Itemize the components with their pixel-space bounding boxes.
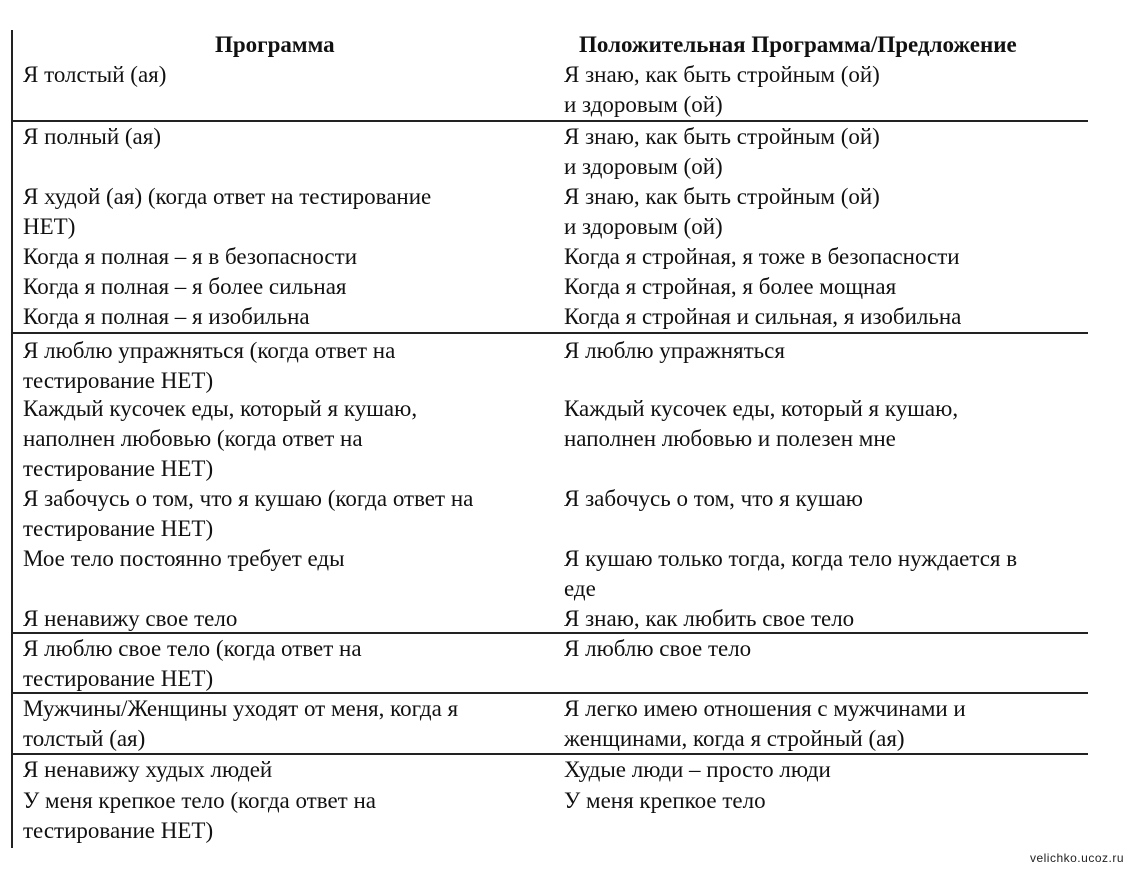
positive-program-cell: Я знаю, как быть стройным (ой) и здоровым (ой) (564, 62, 880, 117)
program-cell: Я толстый (ая) (23, 62, 167, 87)
positive-program-cell: Когда я стройная и сильная, я изобильна (564, 304, 962, 329)
program-cell: У меня крепкое тело (когда ответ на тестирование НЕТ) (23, 788, 376, 843)
positive-program-cell: Я люблю упражняться (564, 338, 785, 363)
program-cell: Я люблю упражняться (когда ответ на тестирование НЕТ) (23, 338, 396, 393)
watermark: velichko.ucoz.ru (1029, 851, 1124, 865)
positive-program-cell: Худые люди – просто люди (564, 757, 831, 782)
program-cell: Я люблю свое тело (когда ответ на тестирование НЕТ) (23, 636, 362, 691)
column-header-program: Программа (215, 32, 335, 57)
program-cell: Каждый кусочек еды, который я кушаю, наполнен любовью (когда ответ на тестирование НЕТ) (23, 396, 418, 481)
program-cell: Я ненавижу свое тело (23, 606, 238, 631)
positive-program-cell: Я кушаю только тогда, когда тело нуждается в еде (564, 546, 1018, 601)
column-header-positive-program: Положительная Программа/Предложение (579, 32, 1017, 57)
positive-program-cell: Каждый кусочек еды, который я кушаю, наполнен любовью и полезен мне (564, 396, 959, 451)
program-cell: Когда я полная – я изобильна (23, 304, 310, 329)
positive-program-cell: У меня крепкое тело (564, 788, 766, 813)
program-cell: Я полный (ая) (23, 124, 161, 149)
program-cell: Я забочусь о том, что я кушаю (когда ответ на тестирование НЕТ) (23, 486, 474, 541)
positive-program-cell: Я знаю, как любить свое тело (564, 606, 855, 631)
row-divider (13, 332, 1088, 334)
program-cell: Я ненавижу худых людей (23, 757, 273, 782)
positive-program-cell: Когда я стройная, я более мощная (564, 274, 897, 299)
program-cell: Когда я полная – я более сильная (23, 274, 347, 299)
positive-program-cell: Я знаю, как быть стройным (ой) и здоровым (ой) (564, 124, 880, 179)
positive-program-cell: Я забочусь о том, что я кушаю (564, 486, 863, 511)
program-cell: Когда я полная – я в безопасности (23, 244, 358, 269)
positive-program-cell: Я люблю свое тело (564, 636, 752, 661)
program-cell: Мое тело постоянно требует еды (23, 546, 345, 571)
positive-program-cell: Когда я стройная, я тоже в безопасности (564, 244, 960, 269)
positive-program-cell: Я легко имею отношения с мужчинами и женщинами, когда я стройный (ая) (564, 696, 966, 751)
positive-program-cell: Я знаю, как быть стройным (ой) и здоровым (ой) (564, 184, 880, 239)
program-cell: Мужчины/Женщины уходят от меня, когда я толстый (ая) (23, 696, 459, 751)
program-cell: Я худой (ая) (когда ответ на тестирование НЕТ) (23, 184, 432, 239)
table-left-border (11, 30, 13, 848)
